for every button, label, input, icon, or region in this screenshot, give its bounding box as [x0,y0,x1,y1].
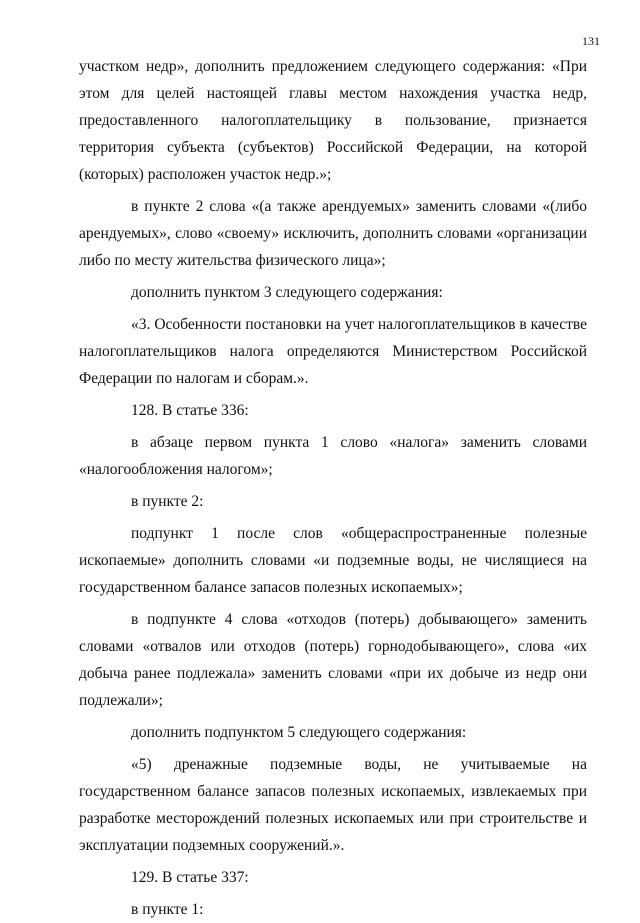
article-heading: 128. В статье 336: [131,402,249,419]
paragraph: в подпункте 4 слова «отходов (потерь) добывающего» заменить словами «отвалов или отходов (потерь) горнодобывающего», слова «их добыча ранее подлежала» заменить словами «при их добыче из недр они подлежали»; [79,611,587,709]
page-number: 131 [582,34,600,48]
paragraph: дополнить подпунктом 5 следующего содержания: [131,724,467,741]
paragraph: «5) дренажные подземные воды, не учитываемые на государственном балансе запасов полезных ископаемых, извлекаемых при разработке месторождений полезных ископаемых или при строительстве и эксплуатации подземных сооружений.». [79,756,587,854]
paragraph: в пункте 2: [131,493,204,510]
paragraph: «3. Особенности постановки на учет налогоплательщиков в качестве налогоплательщиков налога определяются Министерством Российской Федерации по налогам и сборам.». [79,316,587,387]
paragraph: в пункте 1: [131,901,204,918]
paragraph: дополнить пунктом 3 следующего содержания: [131,284,443,301]
article-heading: 129. В статье 337: [131,869,249,886]
paragraph: подпункт 1 после слов «общераспространенные полезные ископаемые» дополнить словами «и подземные воды, не числящиеся на государственном балансе запасов полезных ископаемых»; [79,525,587,596]
paragraph: в пункте 2 слова «(а также арендуемых» заменить словами «(либо арендуемых», слово «своему» исключить, дополнить словами «организации либо по месту жительства физического лица»; [79,198,587,269]
paragraph: в абзаце первом пункта 1 слово «налога» заменить словами «налогообложения налогом»; [79,434,587,478]
paragraph-continuation: участком недр», дополнить предложением следующего содержания: «При этом для целей настоящей главы местом нахождения участка недр, предоставленного налогоплательщику в пользование, признается территория субъекта (субъектов) Российской Федерации, на которой (которых) расположен участок недр.»; [79,58,587,183]
document-body [79,53,587,923]
